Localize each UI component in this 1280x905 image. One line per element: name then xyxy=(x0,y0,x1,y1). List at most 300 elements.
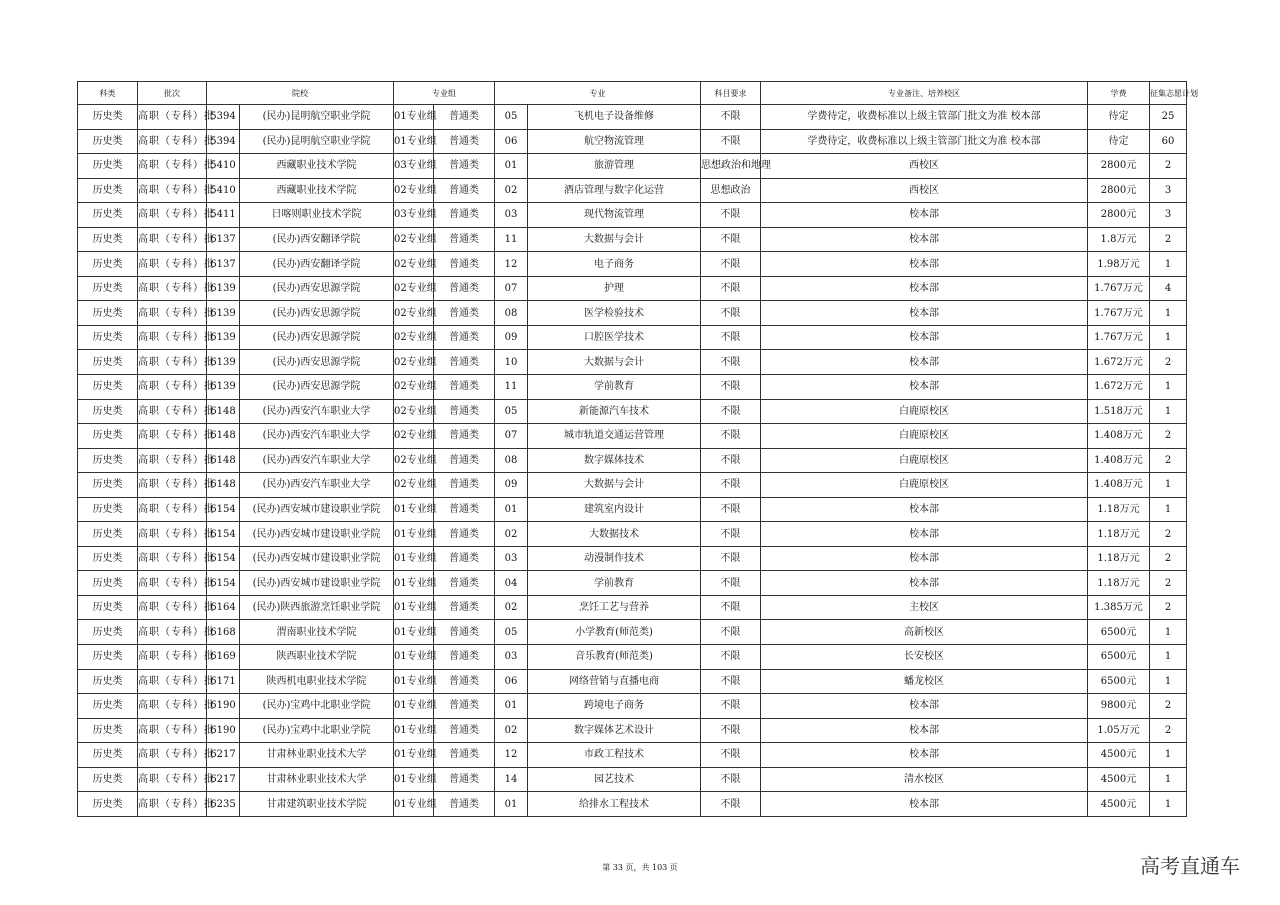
cell-major-code: 08 xyxy=(495,301,528,326)
cell-school-name: (民办)西安汽车职业大学 xyxy=(240,399,394,424)
cell-group-type: 普通类 xyxy=(434,571,495,596)
cell-plan: 1 xyxy=(1150,645,1187,670)
cell-school-name: (民办)西安思源学院 xyxy=(240,375,394,400)
cell-major-code: 02 xyxy=(495,178,528,203)
cell-major-name: 音乐教育(师范类) xyxy=(528,645,701,670)
cell-group: 01专业组 xyxy=(394,718,434,743)
cell-plan: 1 xyxy=(1150,399,1187,424)
cell-school-name: (民办)西安翻译学院 xyxy=(240,227,394,252)
table-row xyxy=(78,645,1187,670)
cell-school-name: (民办)西安城市建设职业学院 xyxy=(240,522,394,547)
cell-fee: 待定 xyxy=(1088,105,1150,130)
table-row xyxy=(78,473,1187,498)
cell-major-code: 12 xyxy=(495,743,528,768)
cell-plan: 2 xyxy=(1150,694,1187,719)
cell-fee: 1.18万元 xyxy=(1088,546,1150,571)
table-row xyxy=(78,325,1187,350)
table-row xyxy=(78,424,1187,449)
cell-school-name: (民办)西安汽车职业大学 xyxy=(240,473,394,498)
table-row xyxy=(78,522,1187,547)
cell-fee: 4500元 xyxy=(1088,743,1150,768)
cell-subject-req: 不限 xyxy=(701,595,761,620)
cell-batch: 高职（专科）批 xyxy=(138,792,207,817)
cell-major-name: 酒店管理与数字化运营 xyxy=(528,178,701,203)
cell-group: 02专业组 xyxy=(394,424,434,449)
cell-major-name: 烹饪工艺与营养 xyxy=(528,595,701,620)
cell-subject-req: 不限 xyxy=(701,375,761,400)
cell-plan: 2 xyxy=(1150,718,1187,743)
cell-category: 历史类 xyxy=(78,620,138,645)
cell-school-code: 6139 xyxy=(207,325,240,350)
cell-group: 02专业组 xyxy=(394,252,434,277)
cell-major-code: 08 xyxy=(495,448,528,473)
cell-subject-req: 不限 xyxy=(701,350,761,375)
cell-fee: 6500元 xyxy=(1088,620,1150,645)
cell-group: 01专业组 xyxy=(394,129,434,154)
cell-fee: 1.767万元 xyxy=(1088,301,1150,326)
cell-note: 校本部 xyxy=(761,718,1088,743)
cell-batch: 高职（专科）批 xyxy=(138,105,207,130)
cell-batch: 高职（专科）批 xyxy=(138,375,207,400)
cell-subject-req: 不限 xyxy=(701,546,761,571)
cell-note: 校本部 xyxy=(761,571,1088,596)
cell-category: 历史类 xyxy=(78,694,138,719)
cell-batch: 高职（专科）批 xyxy=(138,718,207,743)
cell-major-code: 14 xyxy=(495,767,528,792)
cell-school-code: 6235 xyxy=(207,792,240,817)
cell-note: 校本部 xyxy=(761,276,1088,301)
cell-school-code: 6139 xyxy=(207,375,240,400)
cell-note: 白鹿原校区 xyxy=(761,399,1088,424)
cell-category: 历史类 xyxy=(78,375,138,400)
cell-group: 01专业组 xyxy=(394,743,434,768)
cell-school-name: (民办)昆明航空职业学院 xyxy=(240,105,394,130)
table-row xyxy=(78,178,1187,203)
cell-major-code: 03 xyxy=(495,645,528,670)
admissions-table xyxy=(77,81,1198,817)
cell-note: 西校区 xyxy=(761,154,1088,179)
cell-major-name: 电子商务 xyxy=(528,252,701,277)
cell-school-name: (民办)西安汽车职业大学 xyxy=(240,424,394,449)
cell-school-code: 6171 xyxy=(207,669,240,694)
cell-school-code: 5411 xyxy=(207,203,240,228)
cell-batch: 高职（专科）批 xyxy=(138,448,207,473)
cell-group-type: 普通类 xyxy=(434,546,495,571)
cell-school-name: (民办)西安翻译学院 xyxy=(240,252,394,277)
table-row xyxy=(78,694,1187,719)
cell-note: 清水校区 xyxy=(761,767,1088,792)
cell-major-code: 09 xyxy=(495,325,528,350)
cell-subject-req: 不限 xyxy=(701,497,761,522)
cell-group-type: 普通类 xyxy=(434,154,495,179)
cell-group-type: 普通类 xyxy=(434,669,495,694)
table-row xyxy=(78,399,1187,424)
cell-major-code: 12 xyxy=(495,252,528,277)
cell-school-code: 6148 xyxy=(207,424,240,449)
cell-category: 历史类 xyxy=(78,227,138,252)
cell-major-code: 11 xyxy=(495,375,528,400)
cell-plan: 25 xyxy=(1150,105,1187,130)
cell-group: 02专业组 xyxy=(394,276,434,301)
cell-group: 01专业组 xyxy=(394,669,434,694)
cell-group-type: 普通类 xyxy=(434,620,495,645)
cell-group: 01专业组 xyxy=(394,767,434,792)
cell-group: 02专业组 xyxy=(394,399,434,424)
cell-note: 校本部 xyxy=(761,743,1088,768)
table-row xyxy=(78,497,1187,522)
cell-school-code: 6154 xyxy=(207,497,240,522)
cell-major-code: 01 xyxy=(495,497,528,522)
cell-batch: 高职（专科）批 xyxy=(138,350,207,375)
cell-group-type: 普通类 xyxy=(434,105,495,130)
cell-subject-req: 不限 xyxy=(701,203,761,228)
cell-group: 02专业组 xyxy=(394,350,434,375)
cell-batch: 高职（专科）批 xyxy=(138,620,207,645)
cell-subject-req: 不限 xyxy=(701,620,761,645)
header-major: 专业 xyxy=(495,82,701,105)
cell-major-name: 护理 xyxy=(528,276,701,301)
cell-subject-req: 不限 xyxy=(701,276,761,301)
cell-school-name: (民办)西安城市建设职业学院 xyxy=(240,497,394,522)
cell-category: 历史类 xyxy=(78,424,138,449)
cell-group-type: 普通类 xyxy=(434,399,495,424)
cell-group: 01专业组 xyxy=(394,694,434,719)
cell-group: 02专业组 xyxy=(394,448,434,473)
cell-group-type: 普通类 xyxy=(434,129,495,154)
cell-subject-req: 不限 xyxy=(701,227,761,252)
cell-subject-req: 不限 xyxy=(701,669,761,694)
cell-group-type: 普通类 xyxy=(434,497,495,522)
cell-category: 历史类 xyxy=(78,399,138,424)
table-row xyxy=(78,792,1187,817)
cell-group-type: 普通类 xyxy=(434,743,495,768)
cell-school-name: (民办)陕西旅游烹饪职业学院 xyxy=(240,595,394,620)
cell-group-type: 普通类 xyxy=(434,252,495,277)
cell-major-name: 医学检验技术 xyxy=(528,301,701,326)
cell-category: 历史类 xyxy=(78,252,138,277)
page-footer: 第 33 页，共 103 页 xyxy=(602,863,678,872)
cell-fee: 1.408万元 xyxy=(1088,424,1150,449)
cell-school-code: 6154 xyxy=(207,571,240,596)
cell-note: 校本部 xyxy=(761,203,1088,228)
cell-school-name: 甘肃林业职业技术大学 xyxy=(240,767,394,792)
cell-school-code: 6190 xyxy=(207,694,240,719)
cell-category: 历史类 xyxy=(78,448,138,473)
cell-plan: 1 xyxy=(1150,669,1187,694)
cell-group: 01专业组 xyxy=(394,105,434,130)
cell-major-name: 建筑室内设计 xyxy=(528,497,701,522)
cell-fee: 2800元 xyxy=(1088,203,1150,228)
cell-batch: 高职（专科）批 xyxy=(138,252,207,277)
cell-school-code: 5410 xyxy=(207,178,240,203)
header-row xyxy=(78,82,1187,105)
cell-category: 历史类 xyxy=(78,743,138,768)
cell-school-code: 6154 xyxy=(207,522,240,547)
cell-fee: 1.8万元 xyxy=(1088,227,1150,252)
cell-subject-req: 不限 xyxy=(701,522,761,547)
cell-category: 历史类 xyxy=(78,105,138,130)
cell-category: 历史类 xyxy=(78,325,138,350)
cell-major-name: 跨境电子商务 xyxy=(528,694,701,719)
cell-major-code: 10 xyxy=(495,350,528,375)
cell-plan: 1 xyxy=(1150,497,1187,522)
cell-category: 历史类 xyxy=(78,767,138,792)
cell-batch: 高职（专科）批 xyxy=(138,571,207,596)
cell-batch: 高职（专科）批 xyxy=(138,743,207,768)
cell-major-code: 07 xyxy=(495,276,528,301)
cell-major-name: 动漫制作技术 xyxy=(528,546,701,571)
cell-batch: 高职（专科）批 xyxy=(138,767,207,792)
cell-note: 校本部 xyxy=(761,227,1088,252)
header-category: 科类 xyxy=(78,82,138,105)
cell-subject-req: 不限 xyxy=(701,325,761,350)
cell-plan: 1 xyxy=(1150,767,1187,792)
cell-plan: 1 xyxy=(1150,375,1187,400)
header-group: 专业组 xyxy=(394,82,495,105)
cell-fee: 1.767万元 xyxy=(1088,276,1150,301)
cell-batch: 高职（专科）批 xyxy=(138,424,207,449)
cell-major-code: 03 xyxy=(495,203,528,228)
cell-school-name: (民办)西安思源学院 xyxy=(240,301,394,326)
cell-school-code: 5394 xyxy=(207,105,240,130)
table-row xyxy=(78,718,1187,743)
cell-fee: 6500元 xyxy=(1088,645,1150,670)
cell-group: 01专业组 xyxy=(394,595,434,620)
cell-school-name: 日喀则职业技术学院 xyxy=(240,203,394,228)
cell-batch: 高职（专科）批 xyxy=(138,473,207,498)
cell-subject-req: 不限 xyxy=(701,645,761,670)
cell-plan: 2 xyxy=(1150,154,1187,179)
cell-subject-req: 思想政治和地理 xyxy=(701,154,761,179)
cell-group: 03专业组 xyxy=(394,154,434,179)
cell-batch: 高职（专科）批 xyxy=(138,203,207,228)
cell-plan: 1 xyxy=(1150,743,1187,768)
cell-major-code: 04 xyxy=(495,571,528,596)
cell-subject-req: 不限 xyxy=(701,252,761,277)
cell-subject-req: 不限 xyxy=(701,473,761,498)
cell-batch: 高职（专科）批 xyxy=(138,669,207,694)
cell-school-name: 陕西机电职业技术学院 xyxy=(240,669,394,694)
cell-major-code: 11 xyxy=(495,227,528,252)
table-row xyxy=(78,154,1187,179)
table-row xyxy=(78,546,1187,571)
cell-school-code: 5410 xyxy=(207,154,240,179)
cell-fee: 1.408万元 xyxy=(1088,473,1150,498)
cell-major-name: 现代物流管理 xyxy=(528,203,701,228)
cell-major-code: 05 xyxy=(495,399,528,424)
cell-batch: 高职（专科）批 xyxy=(138,399,207,424)
cell-fee: 1.18万元 xyxy=(1088,522,1150,547)
cell-school-name: (民办)西安城市建设职业学院 xyxy=(240,571,394,596)
cell-note: 校本部 xyxy=(761,375,1088,400)
cell-note: 白鹿原校区 xyxy=(761,473,1088,498)
cell-plan: 2 xyxy=(1150,227,1187,252)
cell-school-code: 6137 xyxy=(207,252,240,277)
cell-fee: 1.767万元 xyxy=(1088,325,1150,350)
table-row xyxy=(78,129,1187,154)
cell-fee: 1.18万元 xyxy=(1088,571,1150,596)
cell-subject-req: 不限 xyxy=(701,767,761,792)
cell-plan: 60 xyxy=(1150,129,1187,154)
cell-plan: 1 xyxy=(1150,792,1187,817)
cell-category: 历史类 xyxy=(78,497,138,522)
table-row xyxy=(78,571,1187,596)
cell-fee: 1.672万元 xyxy=(1088,375,1150,400)
cell-group: 02专业组 xyxy=(394,325,434,350)
cell-subject-req: 不限 xyxy=(701,129,761,154)
cell-major-name: 新能源汽车技术 xyxy=(528,399,701,424)
cell-category: 历史类 xyxy=(78,178,138,203)
cell-batch: 高职（专科）批 xyxy=(138,645,207,670)
cell-school-code: 6148 xyxy=(207,399,240,424)
cell-batch: 高职（专科）批 xyxy=(138,154,207,179)
cell-school-code: 6139 xyxy=(207,276,240,301)
cell-school-name: 西藏职业技术学院 xyxy=(240,154,394,179)
table-row xyxy=(78,743,1187,768)
table-row xyxy=(78,375,1187,400)
cell-plan: 2 xyxy=(1150,448,1187,473)
cell-group: 02专业组 xyxy=(394,375,434,400)
cell-major-code: 02 xyxy=(495,522,528,547)
cell-note: 校本部 xyxy=(761,252,1088,277)
cell-plan: 1 xyxy=(1150,252,1187,277)
cell-group: 01专业组 xyxy=(394,546,434,571)
cell-fee: 1.672万元 xyxy=(1088,350,1150,375)
header-fee: 学费 xyxy=(1088,82,1150,105)
cell-group-type: 普通类 xyxy=(434,645,495,670)
cell-fee: 待定 xyxy=(1088,129,1150,154)
table-row xyxy=(78,767,1187,792)
table-body xyxy=(78,105,1187,817)
cell-category: 历史类 xyxy=(78,301,138,326)
cell-group-type: 普通类 xyxy=(434,276,495,301)
table-row xyxy=(78,350,1187,375)
header-subject-req: 科目要求 xyxy=(701,82,761,105)
cell-batch: 高职（专科）批 xyxy=(138,301,207,326)
cell-group: 02专业组 xyxy=(394,473,434,498)
cell-school-name: (民办)西安思源学院 xyxy=(240,325,394,350)
cell-category: 历史类 xyxy=(78,522,138,547)
cell-category: 历史类 xyxy=(78,154,138,179)
cell-subject-req: 不限 xyxy=(701,399,761,424)
cell-school-code: 6190 xyxy=(207,718,240,743)
cell-note: 白鹿原校区 xyxy=(761,448,1088,473)
cell-note: 校本部 xyxy=(761,350,1088,375)
cell-batch: 高职（专科）批 xyxy=(138,694,207,719)
cell-school-code: 6137 xyxy=(207,227,240,252)
header-batch: 批次 xyxy=(138,82,207,105)
cell-category: 历史类 xyxy=(78,203,138,228)
cell-batch: 高职（专科）批 xyxy=(138,595,207,620)
cell-school-code: 6217 xyxy=(207,743,240,768)
cell-group-type: 普通类 xyxy=(434,375,495,400)
cell-note: 高新校区 xyxy=(761,620,1088,645)
cell-subject-req: 不限 xyxy=(701,105,761,130)
cell-subject-req: 不限 xyxy=(701,424,761,449)
cell-major-name: 小学教育(师范类) xyxy=(528,620,701,645)
table-row xyxy=(78,227,1187,252)
table-row xyxy=(78,301,1187,326)
cell-subject-req: 思想政治 xyxy=(701,178,761,203)
cell-group-type: 普通类 xyxy=(434,595,495,620)
cell-major-code: 01 xyxy=(495,694,528,719)
cell-note: 长安校区 xyxy=(761,645,1088,670)
cell-school-name: (民办)宝鸡中北职业学院 xyxy=(240,694,394,719)
cell-note: 校本部 xyxy=(761,301,1088,326)
cell-school-code: 6154 xyxy=(207,546,240,571)
table-row xyxy=(78,620,1187,645)
cell-note: 学费待定，收费标准以上级主管部门批文为准 校本部 xyxy=(761,129,1088,154)
cell-note: 校本部 xyxy=(761,497,1088,522)
cell-plan: 1 xyxy=(1150,620,1187,645)
cell-major-name: 市政工程技术 xyxy=(528,743,701,768)
cell-category: 历史类 xyxy=(78,571,138,596)
cell-fee: 6500元 xyxy=(1088,669,1150,694)
cell-fee: 1.98万元 xyxy=(1088,252,1150,277)
cell-school-code: 6169 xyxy=(207,645,240,670)
cell-group: 01专业组 xyxy=(394,620,434,645)
cell-school-name: (民办)昆明航空职业学院 xyxy=(240,129,394,154)
header-school: 院校 xyxy=(207,82,394,105)
cell-group: 02专业组 xyxy=(394,301,434,326)
cell-group-type: 普通类 xyxy=(434,227,495,252)
cell-major-code: 09 xyxy=(495,473,528,498)
cell-fee: 4500元 xyxy=(1088,792,1150,817)
cell-fee: 1.408万元 xyxy=(1088,448,1150,473)
cell-major-code: 02 xyxy=(495,595,528,620)
cell-major-name: 城市轨道交通运营管理 xyxy=(528,424,701,449)
cell-note: 主校区 xyxy=(761,595,1088,620)
cell-batch: 高职（专科）批 xyxy=(138,546,207,571)
cell-major-name: 大数据与会计 xyxy=(528,350,701,375)
cell-category: 历史类 xyxy=(78,276,138,301)
cell-note: 白鹿原校区 xyxy=(761,424,1088,449)
cell-plan: 2 xyxy=(1150,595,1187,620)
cell-major-name: 学前教育 xyxy=(528,375,701,400)
cell-category: 历史类 xyxy=(78,792,138,817)
cell-subject-req: 不限 xyxy=(701,301,761,326)
cell-major-code: 01 xyxy=(495,792,528,817)
cell-group-type: 普通类 xyxy=(434,718,495,743)
cell-school-name: 渭南职业技术学院 xyxy=(240,620,394,645)
cell-major-name: 大数据与会计 xyxy=(528,227,701,252)
cell-school-name: 陕西职业技术学院 xyxy=(240,645,394,670)
table-row xyxy=(78,105,1187,130)
cell-school-name: 甘肃建筑职业技术学院 xyxy=(240,792,394,817)
cell-note: 校本部 xyxy=(761,522,1088,547)
cell-major-name: 口腔医学技术 xyxy=(528,325,701,350)
cell-school-code: 6148 xyxy=(207,473,240,498)
cell-group: 02专业组 xyxy=(394,178,434,203)
cell-major-code: 06 xyxy=(495,129,528,154)
cell-category: 历史类 xyxy=(78,595,138,620)
cell-subject-req: 不限 xyxy=(701,694,761,719)
cell-group: 01专业组 xyxy=(394,497,434,522)
cell-group-type: 普通类 xyxy=(434,694,495,719)
cell-school-name: (民办)西安城市建设职业学院 xyxy=(240,546,394,571)
cell-school-code: 6217 xyxy=(207,767,240,792)
cell-major-code: 03 xyxy=(495,546,528,571)
cell-group-type: 普通类 xyxy=(434,448,495,473)
table-row xyxy=(78,203,1187,228)
cell-group-type: 普通类 xyxy=(434,522,495,547)
cell-group: 03专业组 xyxy=(394,203,434,228)
cell-school-code: 6168 xyxy=(207,620,240,645)
cell-plan: 2 xyxy=(1150,571,1187,596)
cell-major-name: 旅游管理 xyxy=(528,154,701,179)
cell-plan: 2 xyxy=(1150,424,1187,449)
cell-major-code: 01 xyxy=(495,154,528,179)
